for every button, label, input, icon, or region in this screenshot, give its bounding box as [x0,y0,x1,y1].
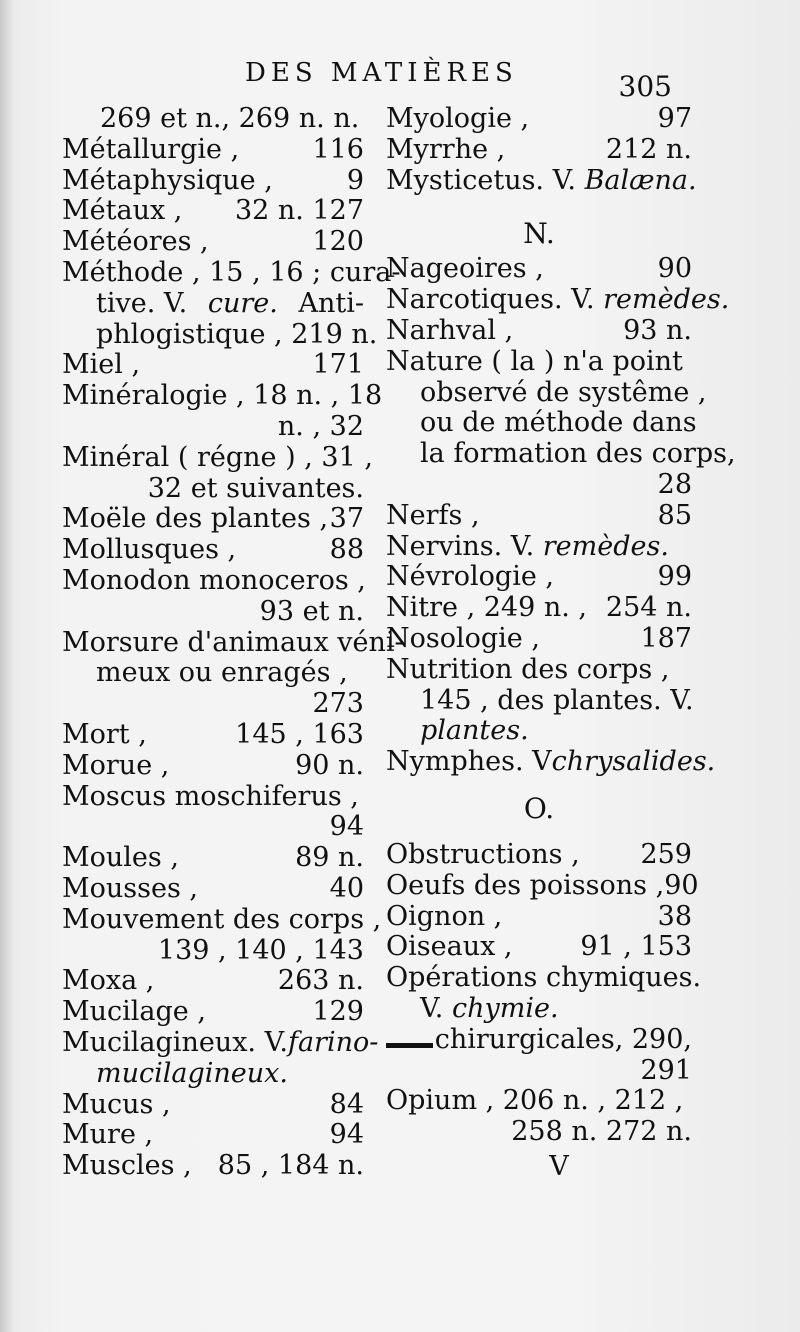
spine-shadow [0,0,14,1332]
index-column-left [62,103,404,1182]
index-entry: Myrrhe , 212 n. [386,133,692,165]
index-entry: Mort , 145 , 163 [62,718,364,750]
index-entry-multiline: Nature ( la ) n'a point observé de systême , ou de méthode dans la formation des corps, 28 [386,345,736,500]
continuation-line: 269 et n., 269 n. n. [100,103,360,134]
catchword: V [549,1150,569,1182]
index-entry: Oeufs des poissons , 90 [386,869,699,901]
index-entry-multiline: Opérations chymiques. V. chymie. [386,962,702,1024]
index-entry-multiline: Mouvement des corps , 139 , 140 , 143 [62,903,382,966]
index-entry-multiline: Morsure d'animaux véni- meux ou enragés , 273 [62,626,404,720]
index-entry: Métallurgie , 116 [62,133,364,165]
index-entry: Myologie , 97 [386,103,692,134]
index-entry: Mousses , 40 [62,872,364,904]
index-entry: Métaphysique , 9 [62,164,364,196]
index-entry-multiline: Opium , 206 n. , 212 , 258 n. 272 n. [386,1085,692,1148]
index-entry: Narcotiques. V. remèdes. [386,284,730,316]
index-entry: Nerfs , 85 [386,499,692,531]
index-entry: Mure , 94 [62,1119,364,1151]
index-column-right [386,103,736,1183]
index-entry: Mollusques , 88 [62,534,364,566]
index-entry: Métaux , 32 n. 127 [62,195,364,227]
index-entry: Moules , 89 n. [62,842,364,874]
index-entry: Mucus , 84 [62,1088,364,1120]
index-entry: Nymphes. V chrysalides. [386,746,716,778]
section-letter-o: O. [523,791,555,825]
index-entry: Muscles , 85 , 184 n. [62,1150,364,1182]
index-entry: Météores , 120 [62,226,364,258]
index-entry: Narhval , 93 n. [386,314,692,346]
index-entry: Oignon , 38 [386,900,692,932]
page-number: 305 [618,70,672,103]
index-entry: Morue , 90 n. [62,749,364,781]
index-entry: Nosologie , 187 [386,622,692,654]
running-head: DES MATIÈRES [245,58,518,88]
index-entry: Moële des plantes , 37 [62,503,364,535]
index-entry-multiline: Minéral ( régne ) , 31 , 32 et suivantes. [62,441,373,504]
index-entry-multiline: Méthode , 15 , 16 ; cura- tive. V. cure. Anti- phlogistique , 219 n. [62,256,401,350]
index-entry: Nitre , 249 n. , 254 n. [386,592,692,624]
index-entry: Moxa , 263 n. [62,965,364,997]
index-entry-multiline: Nutrition des corps , 145 , des plantes. V. plantes. [386,653,694,747]
index-entry-multiline: Minéralogie , 18 n. , 18 n. , 32 [62,380,383,442]
index-entry-multiline: Moscus moschiferus , 94 [62,780,364,843]
index-entry-multiline: Mucilagineux. V. farino- mucilagineux. [62,1026,379,1089]
index-entry-multiline: chirurgicales, 290, 291 [386,1025,692,1087]
index-entry-multiline: Monodon monoceros , 93 et n. [62,564,366,627]
index-entry: Miel , 171 [62,349,364,381]
ditto-dash [386,1043,433,1048]
index-entry: Obstructions , 259 [386,838,692,870]
index-entry: Mucilage , 129 [62,996,364,1028]
index-entry: Oiseaux , 91 , 153 [386,931,692,963]
index-entry: Mysticetus. V. Balæna. [386,164,697,196]
index-entry: Nageoires , 90 [386,253,692,285]
section-letter-n: N. [523,217,555,251]
index-entry: Nervins. V. remèdes. [386,530,669,562]
index-entry: Névrologie , 99 [386,561,692,593]
